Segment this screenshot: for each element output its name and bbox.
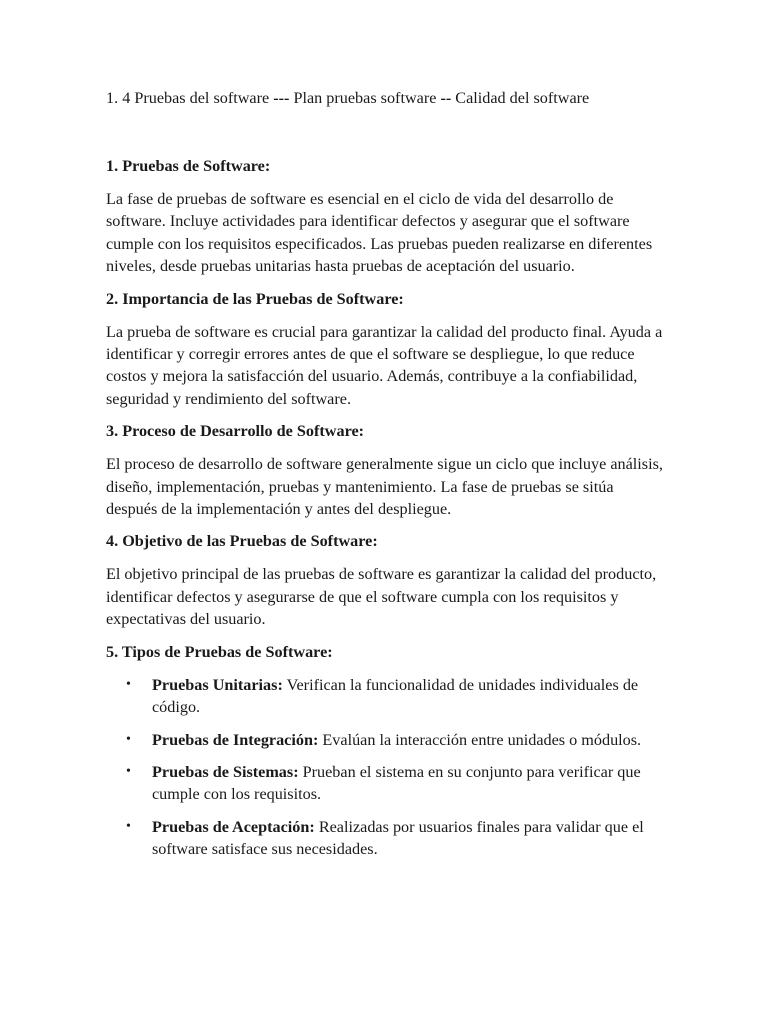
section-3-heading: 3. Proceso de Desarrollo de Software:: [106, 422, 365, 441]
bullet-icon: •: [126, 818, 131, 834]
section-3-body: El proceso de desarrollo de software generalmente sigue un ciclo que incluye análisis, diseño, implementación, pruebas y mantenimiento. La fase de pruebas se sitúa después de la implementación y antes del despliegue.: [106, 455, 663, 519]
list-item-description: Realizadas por usuarios finales para validar que el software satisface sus necesidades.: [152, 817, 644, 859]
list-item-description: Prueban el sistema en su conjunto para verificar que cumple con los requisitos.: [152, 762, 641, 804]
title-separator-1: ---: [273, 89, 290, 107]
test-types-list: [106, 674, 666, 861]
list-item: [106, 816, 666, 861]
section-5-heading: 5. Tipos de Pruebas de Software:: [106, 642, 333, 661]
list-item-term: Pruebas de Aceptación:: [152, 817, 315, 836]
list-item: [106, 729, 666, 751]
title-part-2: Plan pruebas software: [289, 89, 441, 107]
bullet-icon: •: [126, 676, 131, 692]
list-item-term: Pruebas de Sistemas:: [152, 762, 299, 781]
title-separator-2: --: [440, 89, 452, 107]
title-part-3: Calidad del software: [451, 89, 590, 107]
list-item-description: Verifican la funcionalidad de unidades individuales de código.: [152, 675, 639, 717]
section-1-heading: 1. Pruebas de Software:: [106, 157, 271, 175]
section-4-heading: 4. Objetivo de las Pruebas de Software:: [106, 532, 378, 551]
section-1-body: La fase de pruebas de software es esencial en el ciclo de vida del desarrollo de software. Incluye actividades para identificar defectos y asegurar que el software cumple con los requisitos especificados. Las pruebas pueden realizarse en diferentes niveles, desde pruebas unitarias hasta pruebas de aceptación del usuario.: [106, 190, 653, 276]
list-item-description: Evalúan la interacción entre unidades o módulos.: [318, 730, 642, 749]
section-2-heading: 2. Importancia de las Pruebas de Software:: [106, 289, 404, 308]
document-page: [106, 87, 666, 871]
bullet-icon: •: [126, 763, 131, 779]
document-title: [106, 87, 666, 109]
section-4-body: El objetivo principal de las pruebas de software es garantizar la calidad del producto, identificar defectos y asegurarse de que el software cumpla con los requisitos y expectativas del usuario.: [106, 565, 657, 629]
section-2-body: La prueba de software es crucial para garantizar la calidad del producto final. Ayuda a identificar y corregir errores antes de que el software se despliegue, lo que reduce costos y mejora la satisfacción del usuario. Además, contribuye a la confiabilidad, seguridad y rendimiento del software.: [106, 322, 663, 408]
title-part-1: 1. 4 Pruebas del software: [106, 89, 274, 107]
list-item: [106, 761, 666, 806]
list-item-term: Pruebas Unitarias:: [152, 675, 283, 694]
bullet-icon: •: [126, 731, 131, 747]
list-item-term: Pruebas de Integración:: [152, 730, 319, 749]
list-item: [106, 674, 666, 719]
